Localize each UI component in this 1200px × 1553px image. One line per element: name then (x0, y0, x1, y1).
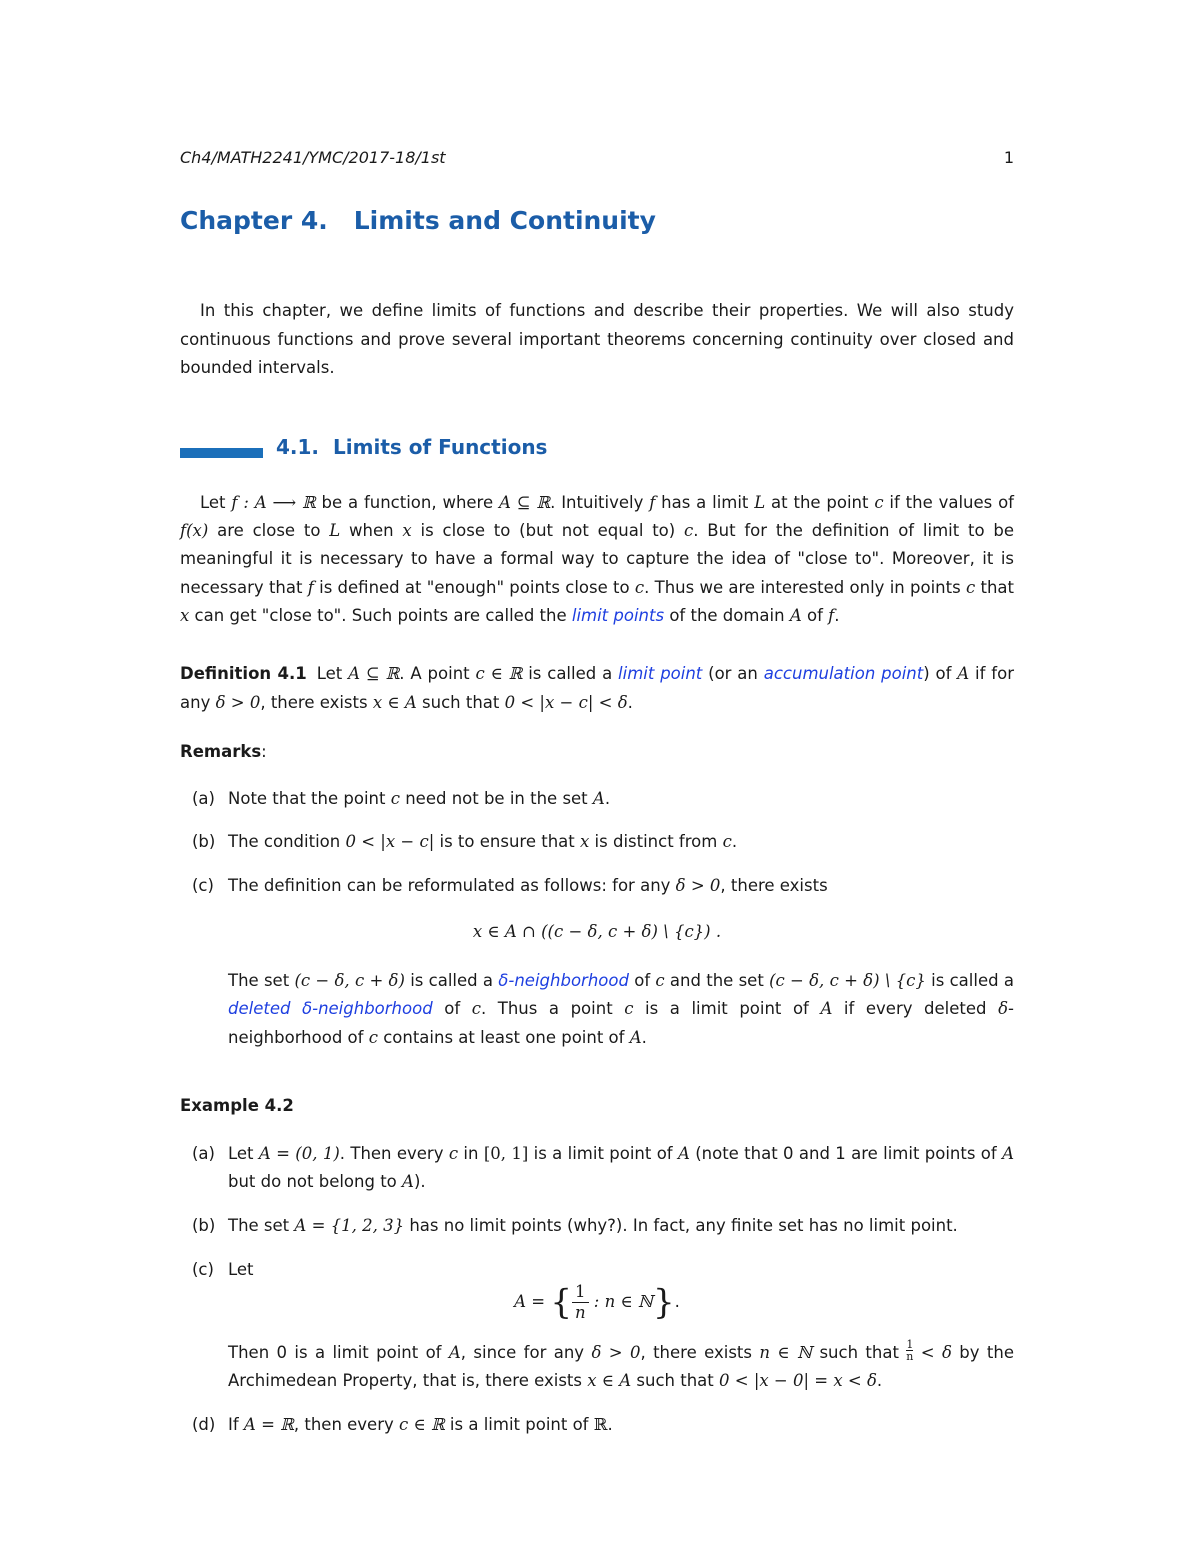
remark-c: (c) The definition can be reformulated as follows: for any δ > 0, there exists (192, 876, 828, 895)
remark-a: (a) Note that the point c need not be in the set A. (192, 789, 611, 808)
link-limit-points[interactable]: limit points (571, 605, 665, 625)
example-c-continued: Then 0 is a limit point of A, since for any δ > 0, there exists n ∈ ℕ such that $\frac{1}{n}$ < δ by the Archimedean Property, that is, there exists x ∈ A such that 0 < |x − 0| = x < δ. (228, 1338, 1014, 1391)
remarks-heading: Remarks: (180, 742, 267, 761)
document-page (180, 0, 1014, 1553)
chapter-name: Limits and Continuity (353, 206, 656, 235)
link-limit-point[interactable]: limit point (618, 664, 703, 683)
example-a: (a) Let A = (0, 1). Then every c in [0, 1] is a limit point of A (note that 0 and 1 are limit points of A but do not belong to A). (192, 1144, 1014, 1192)
section-number: 4.1. (276, 435, 320, 459)
running-header (180, 148, 1014, 172)
section-bar-decoration (180, 448, 263, 458)
definition-label: Definition 4.1 (180, 664, 307, 683)
section-heading (180, 435, 1014, 467)
chapter-title (180, 206, 656, 235)
link-delta-neighborhood[interactable]: δ-neighborhood (498, 971, 629, 990)
header-course-code: Ch4/MATH2241/YMC/2017-18/1st (180, 148, 446, 167)
link-deleted-delta-neighborhood[interactable]: deleted δ-neighborhood (228, 999, 433, 1019)
remark-c-display-equation: x ∈ A ∩ ((c − δ, c + δ) \ {c}) . (472, 922, 722, 941)
example-heading: Example 4.2 (180, 1096, 294, 1115)
example-d: (d) If A = ℝ, then every c ∈ ℝ is a limit point of ℝ. (192, 1415, 613, 1434)
body-paragraph-limits: Let f : A ⟶ ℝ be a function, where A ⊆ ℝ. Intuitively f has a limit L at the point c if the values of f(x) are close to L when x is close to (but not equal to) c. But for the definition of limit to be meaningful it is necessary to have a formal way to capture the idea of "close to". Moreover, it is necessary that f is defined at "enough" points close to c. Thus we are interested only in points c that x can get "close to". Such points are called the limit points of the domain A of f. (180, 493, 1014, 625)
remark-c-continued: The set (c − δ, c + δ) is called a δ-neighborhood of c and the set (c − δ, c + δ) \ {c} is called a deleted δ-neighborhood of c. Thus a point c is a limit point of A if every deleted δ-neighborhood of c contains at least one point of A. (228, 971, 1014, 1047)
intro-paragraph: In this chapter, we define limits of functions and describe their properties. We will also study continuous functions and prove several important theorems concerning continuity over closed and bounded intervals. (180, 301, 1014, 377)
chapter-number: Chapter 4. (180, 206, 328, 235)
section-name: Limits of Functions (333, 435, 548, 459)
example-b: (b) The set A = {1, 2, 3} has no limit points (why?). In fact, any finite set has no limit point. (192, 1216, 958, 1235)
page-number: 1 (1003, 148, 1014, 167)
definition-4-1: Definition 4.1 Let A ⊆ ℝ. A point c ∈ ℝ is called a limit point (or an accumulation point) of A if for any δ > 0, there exists x ∈ A such that 0 < |x − c| < δ. (180, 664, 1014, 712)
example-c-display-equation: A = { $\frac{1}{n}$ : n ∈ ℕ}. (514, 1282, 680, 1323)
example-c: (c) Let (192, 1260, 254, 1279)
link-accumulation-point[interactable]: accumulation point (763, 664, 924, 683)
remark-b: (b) The condition 0 < |x − c| is to ensure that x is distinct from c. (192, 832, 738, 851)
